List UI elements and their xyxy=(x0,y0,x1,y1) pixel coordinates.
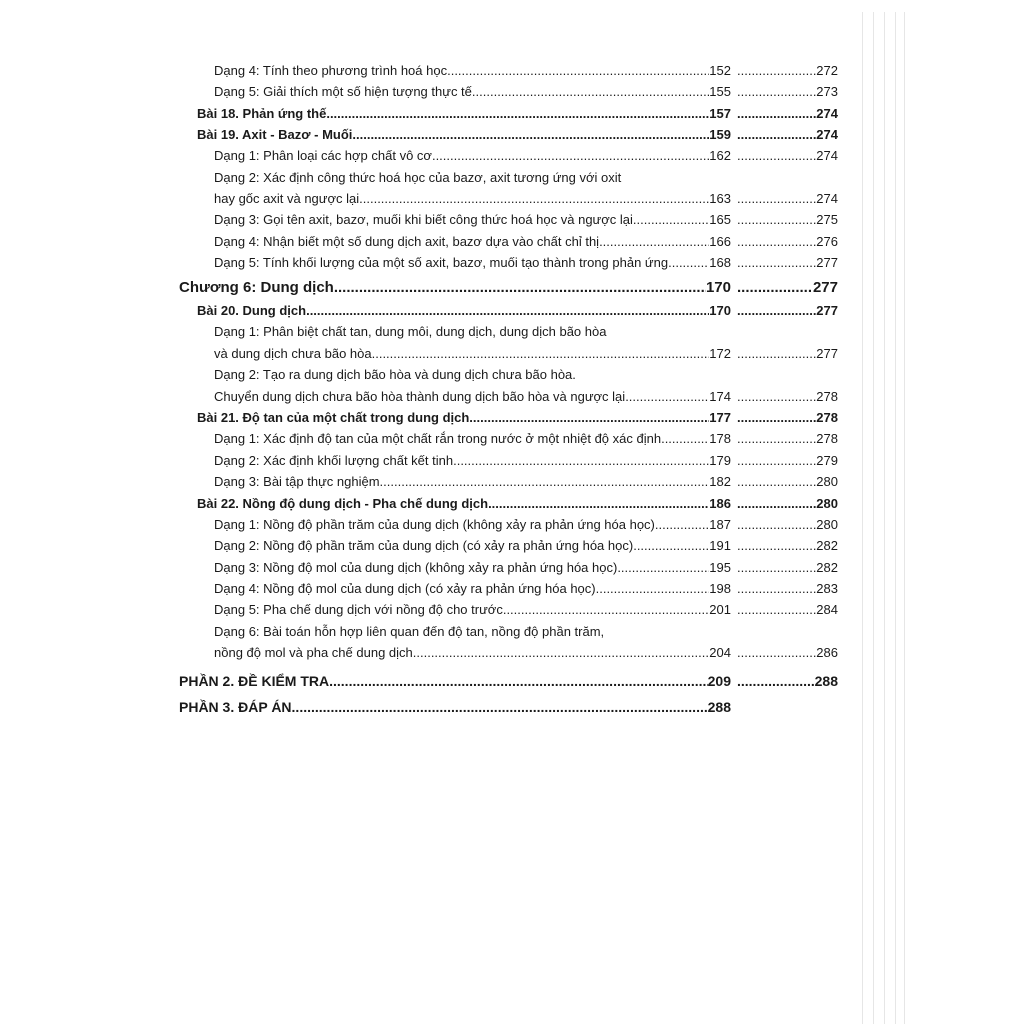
toc-entry-title: Dạng 1: Phân loại các hợp chất vô cơ xyxy=(214,148,432,163)
dot-leader xyxy=(334,278,706,298)
toc-entry xyxy=(214,168,621,188)
toc-entry-title: Dạng 4: Nồng độ mol của dung dịch (có xảy ra phản ứng hóa học) xyxy=(214,581,596,596)
toc-entry xyxy=(214,622,604,642)
dot-leader xyxy=(372,344,710,364)
page-number-primary: 165 xyxy=(709,212,731,227)
dot-leader xyxy=(503,600,709,620)
dot-leader xyxy=(737,387,816,407)
toc-entry-title: Bài 18. Phản ứng thế xyxy=(197,106,327,121)
toc-entry-title: Dạng 1: Xác định độ tan của một chất rắn trong nước ở một nhiệt độ xác định xyxy=(214,431,662,446)
dot-leader xyxy=(432,146,709,166)
page-number-secondary: 277 xyxy=(816,303,838,318)
toc-entry-title: Dạng 4: Nhận biết một số dung dịch axit, bazơ dựa vào chất chỉ thị xyxy=(214,234,600,249)
toc-entry-title: Chương 6: Dung dịch xyxy=(179,279,334,296)
page-number-secondary: 278 xyxy=(816,410,838,425)
page-number-secondary: 277 xyxy=(816,346,838,361)
toc-entry-title: hay gốc axit và ngược lại xyxy=(214,191,360,206)
page-number-primary: 152 xyxy=(709,63,731,78)
toc-entry-title: Dạng 3: Nồng độ mol của dung dịch (không xảy ra phản ứng hóa học) xyxy=(214,560,618,575)
dot-leader xyxy=(737,558,816,578)
page-number-secondary: 280 xyxy=(816,517,838,532)
page-number-primary: 288 xyxy=(707,699,731,715)
page-number-secondary: 280 xyxy=(816,474,838,489)
dot-leader xyxy=(596,579,710,599)
page-number-secondary: 273 xyxy=(816,84,838,99)
page-number-primary: 174 xyxy=(709,389,731,404)
page-number-primary: 191 xyxy=(709,538,731,553)
dot-leader xyxy=(661,429,709,449)
page-number-primary: 209 xyxy=(707,673,731,689)
page-number-secondary: 283 xyxy=(816,581,838,596)
toc-entry xyxy=(214,322,606,342)
page-number-secondary: 274 xyxy=(816,191,838,206)
dot-leader xyxy=(655,515,709,535)
dot-leader xyxy=(737,472,816,492)
dot-leader xyxy=(737,253,816,273)
page-number-secondary: 277 xyxy=(816,255,838,270)
dot-leader xyxy=(326,104,709,124)
page-number-primary: 166 xyxy=(709,234,731,249)
dot-leader xyxy=(737,579,816,599)
toc-entry-title: Dạng 4: Tính theo phương trình hoá học xyxy=(214,63,448,78)
dot-leader xyxy=(413,643,710,663)
page-number-primary: 168 xyxy=(709,255,731,270)
page-number-secondary: 275 xyxy=(816,212,838,227)
page-number-primary: 170 xyxy=(709,303,731,318)
page-number-secondary: 288 xyxy=(814,673,838,689)
dot-leader xyxy=(329,671,708,691)
page-number-secondary: 282 xyxy=(816,538,838,553)
toc-entry-title: PHẦN 2. ĐỀ KIỂM TRA xyxy=(179,673,330,689)
page-number-primary: 182 xyxy=(709,474,731,489)
page-number-secondary: 276 xyxy=(816,234,838,249)
page-number-primary: 187 xyxy=(709,517,731,532)
dot-leader xyxy=(737,429,816,449)
dot-leader xyxy=(737,125,816,145)
dot-leader xyxy=(672,253,710,273)
page-number-primary: 159 xyxy=(709,127,731,142)
toc-entry-title: PHẦN 3. ĐÁP ÁN xyxy=(179,699,292,715)
page-number-primary: 204 xyxy=(709,645,731,660)
page-number-secondary: 286 xyxy=(816,645,838,660)
toc-entry-title: Dạng 2: Nồng độ phần trăm của dung dịch (có xảy ra phản ứng hóa học) xyxy=(214,538,634,553)
dot-leader xyxy=(617,558,709,578)
dot-leader xyxy=(737,344,816,364)
page-number-primary: 163 xyxy=(709,191,731,206)
page-number-primary: 186 xyxy=(709,496,731,511)
toc-entry xyxy=(214,365,576,385)
page-number-primary: 172 xyxy=(709,346,731,361)
dot-leader xyxy=(737,189,816,209)
toc-entry-title: nồng độ mol và pha chế dung dịch xyxy=(214,645,413,660)
dot-leader xyxy=(488,494,709,514)
page-number-secondary: 282 xyxy=(816,560,838,575)
page-number-secondary: 274 xyxy=(816,148,838,163)
toc-entry-title: Dạng 1: Nồng độ phần trăm của dung dịch (không xảy ra phản ứng hóa học) xyxy=(214,517,655,532)
dot-leader xyxy=(737,61,816,81)
dot-leader xyxy=(737,536,816,556)
dot-leader xyxy=(352,125,709,145)
page-number-primary: 155 xyxy=(709,84,731,99)
dot-leader xyxy=(453,451,709,471)
page-number-secondary: 279 xyxy=(816,453,838,468)
page-number-primary: 162 xyxy=(709,148,731,163)
page-number-primary: 178 xyxy=(709,431,731,446)
page-number-secondary: 278 xyxy=(816,389,838,404)
page-number-primary: 170 xyxy=(705,279,731,296)
dot-leader xyxy=(737,301,816,321)
dot-leader xyxy=(737,146,816,166)
toc-entry-title: Dạng 2: Tạo ra dung dịch bão hòa và dung dịch chưa bão hòa. xyxy=(214,367,576,382)
dot-leader xyxy=(737,671,815,691)
dot-leader xyxy=(737,104,816,124)
dot-leader xyxy=(737,210,816,230)
toc-entry-title: Bài 20. Dung dịch xyxy=(197,303,307,318)
toc-entry-title: Dạng 6: Bài toán hỗn hợp liên quan đến độ tan, nồng độ phần trăm, xyxy=(214,624,605,639)
toc-entry-title: Bài 22. Nồng độ dung dịch - Pha chế dung dịch xyxy=(197,496,489,511)
toc-entry-title: Dạng 1: Phân biệt chất tan, dung môi, dung dịch, dung dịch bão hòa xyxy=(214,324,607,339)
dot-leader xyxy=(737,278,813,298)
toc-entry-title: Dạng 3: Gọi tên axit, bazơ, muối khi biết công thức hoá học và ngược lại xyxy=(214,212,633,227)
page-number-primary: 201 xyxy=(709,602,731,617)
dot-leader xyxy=(737,600,816,620)
dot-leader xyxy=(737,494,816,514)
toc-entry-title: Dạng 2: Xác định khối lượng chất kết tinh xyxy=(214,453,454,468)
toc-entry-title: Bài 21. Độ tan của một chất trong dung dịch xyxy=(197,410,470,425)
dot-leader xyxy=(447,61,709,81)
dot-leader xyxy=(633,536,709,556)
dot-leader xyxy=(469,408,709,428)
page-number-secondary: 280 xyxy=(816,496,838,511)
page-number-primary: 179 xyxy=(709,453,731,468)
dot-leader xyxy=(292,697,708,717)
page-number-secondary: 277 xyxy=(812,279,838,296)
dot-leader xyxy=(737,232,816,252)
dot-leader xyxy=(737,643,816,663)
dot-leader xyxy=(472,82,709,102)
toc-entry-title: Dạng 5: Giải thích một số hiện tượng thực tế xyxy=(214,84,472,99)
dot-leader xyxy=(737,408,816,428)
toc-entry-title: Dạng 5: Pha chế dung dịch với nồng độ cho trước xyxy=(214,602,503,617)
page-number-primary: 195 xyxy=(709,560,731,575)
page-number-primary: 157 xyxy=(709,106,731,121)
dot-leader xyxy=(737,451,816,471)
toc-entry-title: và dung dịch chưa bão hòa xyxy=(214,346,372,361)
dot-leader xyxy=(737,515,816,535)
toc-entry-title: Dạng 2: Xác định công thức hoá học của bazơ, axit tương ứng với oxit xyxy=(214,170,622,185)
page-number-secondary: 278 xyxy=(816,431,838,446)
page-number-secondary: 274 xyxy=(816,127,838,142)
dot-leader xyxy=(625,387,709,407)
toc-entry-title: Bài 19. Axit - Bazơ - Muối xyxy=(197,127,353,142)
page-number-primary: 198 xyxy=(709,581,731,596)
dot-leader xyxy=(599,232,709,252)
toc-entry-title: Dạng 5: Tính khối lượng của một số axit, bazơ, muối tạo thành trong phản ứng. xyxy=(214,255,672,270)
dot-leader xyxy=(306,301,709,321)
toc-entry-title: Dạng 3: Bài tập thực nghiệm xyxy=(214,474,380,489)
dot-leader xyxy=(737,82,816,102)
toc-entry-title: Chuyển dung dịch chưa bão hòa thành dung dịch bão hòa và ngược lại xyxy=(214,389,626,404)
dot-leader xyxy=(633,210,709,230)
page-number-secondary: 284 xyxy=(816,602,838,617)
dot-leader xyxy=(380,472,710,492)
page-number-secondary: 274 xyxy=(816,106,838,121)
page-number-primary: 177 xyxy=(709,410,731,425)
page-number-secondary: 272 xyxy=(816,63,838,78)
dot-leader xyxy=(359,189,709,209)
